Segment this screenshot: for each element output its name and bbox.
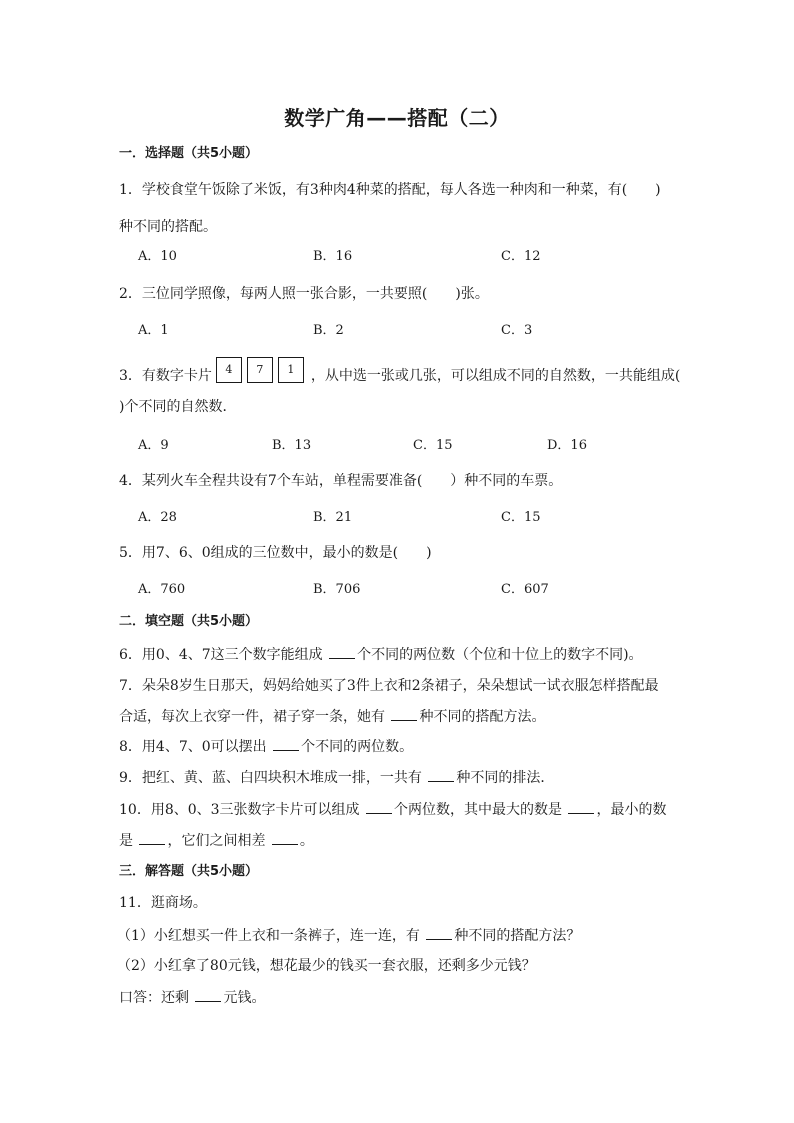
- question-7-part-b: 种不同的搭配方法。: [419, 709, 546, 725]
- question-3-option-a: A．9: [138, 438, 169, 453]
- question-5-option-a: A．760: [138, 582, 186, 597]
- question-4-option-a: A．28: [138, 510, 177, 525]
- question-11-part-1-b: 种不同的搭配方法？: [454, 928, 581, 944]
- question-10-part-b: 个两位数，其中最大的数是: [394, 802, 562, 818]
- question-4-text: 4．某列火车全程共设有7个车站，单程需要准备( ）种不同的车票。: [119, 473, 563, 489]
- answer-blank[interactable]: [329, 644, 355, 659]
- question-11-part-1-a: （1）小红想买一件上衣和一条裤子，连一连，有: [117, 928, 420, 944]
- answer-suffix: 元钱。: [223, 990, 266, 1006]
- question-7-text: 7．朵朵8岁生日那天，妈妈给她买了3件上衣和2条裙子，朵朵想试一试衣服怎样搭配最: [119, 678, 659, 694]
- question-10-text-cont: [119, 830, 314, 851]
- question-1-option-b: B．16: [313, 249, 353, 264]
- answer-blank[interactable]: [272, 830, 298, 845]
- question-7-part-a: 合适，每次上衣穿一件，裙子穿一条，她有: [119, 709, 385, 725]
- section-heading-choice: 一．选择题（共5小题）: [119, 146, 259, 161]
- question-7-text-cont: [119, 706, 545, 727]
- question-1-text: 1．学校食堂午饭除了米饭，有3种肉4种菜的搭配，每人各选一种肉和一种菜，有( ): [119, 182, 661, 198]
- question-2-option-b: B．2: [313, 323, 344, 338]
- question-2-text: 2．三位同学照像，每两人照一张合影，一共要照( )张。: [119, 286, 489, 302]
- question-11-part-1: [117, 925, 580, 946]
- question-1-option-a: A．10: [138, 249, 177, 264]
- question-9-part-b: 种不同的排法．: [456, 770, 555, 786]
- answer-blank[interactable]: [428, 767, 454, 782]
- answer-blank[interactable]: [426, 925, 452, 940]
- section-heading-fill: 二．填空题（共5小题）: [119, 614, 259, 629]
- digit-cards: [216, 363, 309, 389]
- question-4-option-c: C．15: [501, 510, 541, 525]
- question-8-part-b: 个不同的两位数。: [301, 739, 414, 755]
- question-5-option-b: B．706: [313, 582, 361, 597]
- question-3-text: [119, 363, 680, 389]
- question-5-text: 5．用7、6、0组成的三位数中，最小的数是( ): [119, 545, 432, 561]
- question-3-prefix: 3．有数字卡片: [119, 368, 212, 384]
- question-3-option-d: D．16: [547, 438, 587, 453]
- question-10-text: [119, 799, 666, 820]
- digit-card-7: 7: [247, 357, 273, 383]
- question-11-answer: [119, 987, 265, 1008]
- question-3-text-cont: )个不同的自然数．: [119, 399, 237, 415]
- answer-blank[interactable]: [195, 987, 221, 1002]
- page-title: 数学广角——搭配（二）: [284, 106, 510, 130]
- question-10-part-c: ，最小的数: [596, 802, 667, 818]
- question-10-part-d: 是: [119, 833, 133, 849]
- digit-card-1: 1: [278, 357, 304, 383]
- question-2-option-a: A．1: [138, 323, 169, 338]
- section-heading-solve: 三．解答题（共5小题）: [119, 864, 259, 879]
- answer-blank[interactable]: [568, 799, 594, 814]
- answer-blank[interactable]: [366, 799, 392, 814]
- question-8-part-a: 8．用4、7、0可以摆出: [119, 739, 267, 755]
- answer-prefix: 口答：还剩: [119, 990, 189, 1006]
- question-6-part-a: 6．用0、4、7这三个数字能组成: [119, 647, 323, 663]
- question-5-option-c: C．607: [501, 582, 549, 597]
- answer-blank[interactable]: [273, 736, 299, 751]
- question-11-text: 11．逛商场。: [119, 895, 207, 911]
- question-8-text: [119, 736, 413, 757]
- answer-blank[interactable]: [391, 706, 417, 721]
- question-3-suffix: ，从中选一张或几张，可以组成不同的自然数，一共能组成(: [310, 368, 681, 384]
- digit-card-4: 4: [216, 357, 242, 383]
- question-6-part-b: 个不同的两位数（个位和十位上的数字不同)。: [357, 647, 643, 663]
- question-3-option-c: C．15: [413, 438, 453, 453]
- question-1-option-c: C．12: [501, 249, 541, 264]
- question-9-part-a: 9．把红、黄、蓝、白四块积木堆成一排，一共有: [119, 770, 422, 786]
- answer-blank[interactable]: [139, 830, 165, 845]
- question-1-text-cont: 种不同的搭配。: [119, 219, 217, 235]
- question-9-text: [119, 767, 554, 788]
- question-3-option-b: B．13: [272, 438, 312, 453]
- question-2-option-c: C．3: [501, 323, 533, 338]
- question-11-part-2: （2）小红拿了80元钱，想花最少的钱买一套衣服，还剩多少元钱？: [117, 958, 536, 974]
- question-10-part-f: 。: [299, 833, 314, 849]
- question-4-option-b: B．21: [313, 510, 353, 525]
- question-6-text: [119, 644, 643, 665]
- question-10-part-a: 10．用8、0、3三张数字卡片可以组成: [119, 802, 360, 818]
- question-10-part-e: ，它们之间相差: [167, 833, 266, 849]
